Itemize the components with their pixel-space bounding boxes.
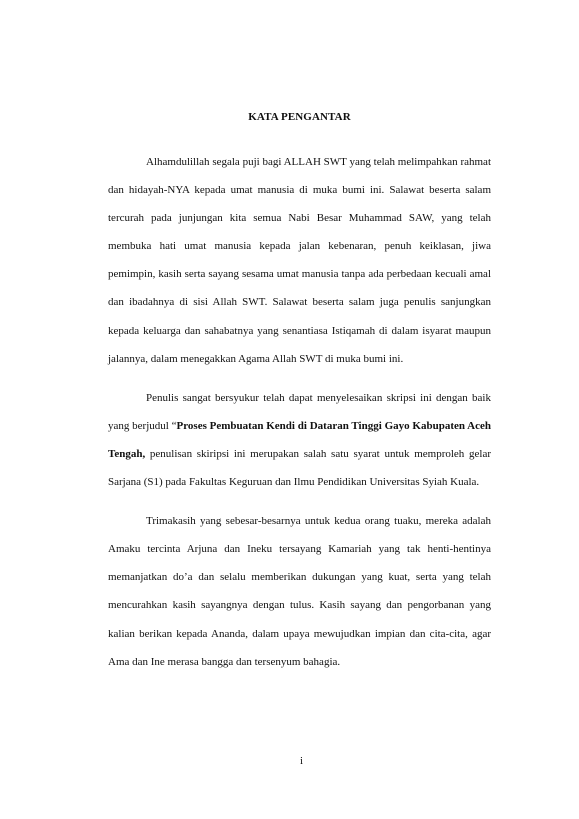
page-number: i: [299, 755, 304, 767]
paragraph-1: Alhamdulillah segala puji bagi ALLAH SWT yang telah melimpahkan rahmat dan hidayah-NYA kepada umat manusia di muka bumi ini. Salawat beserta salam tercurah pada junjungan kita semua Nabi Besar Muhammad SAW, yang telah membuka hati umat manusia kepada jalan kebenaran, penuh keiklasan, jiwa pemimpin, kasih serta sayang sesama umat manusia tanpa ada perbedaan kecuali amal dan ibadahnya di sisi Allah SWT. Salawat beserta salam juga penulis sanjungkan kepada keluarga dan sahabatnya yang senantiasa Istiqamah di dalam isyarat maupun jalannya, dalam menegakkan Agama Allah SWT di muka bumi ini.: [108, 156, 491, 365]
paragraph-2: [108, 384, 491, 496]
paragraph-2-intro: Penulis sangat bersyukur telah dapat menyelesaikan skripsi ini dengan baik yang berjudul “: [108, 391, 491, 432]
thesis-title: Proses Pembuatan Kendi di Dataran Tinggi Gayo Kabupaten Aceh Tengah,: [108, 419, 491, 460]
paragraph-3: Trimakasih yang sebesar-besarnya untuk kedua orang tuaku, mereka adalah Amaku tercinta Arjuna dan Ineku tersayang Kamariah yang tak henti-hentinya memanjatkan do’a dan selalu memberikan dukungan yang kuat, serta yang telah mencurahkan kasih sayangnya dengan tulus. Kasih sayang dan pengorbanan yang kalian berikan kepada Ananda, dalam upaya mewujudkan impian dan cita-cita, agar Ama dan Ine merasa bangga dan tersenyum bahagia.: [108, 515, 491, 668]
body-text: [108, 148, 491, 676]
paragraph-2-rest: penulisan skiripsi ini merupakan salah satu syarat untuk memproleh gelar Sarjana (S1) pada Fakultas Keguruan dan Ilmu Pendidikan Universitas Syiah Kuala.: [108, 447, 491, 489]
page-title: KATA PENGANTAR: [248, 111, 351, 123]
